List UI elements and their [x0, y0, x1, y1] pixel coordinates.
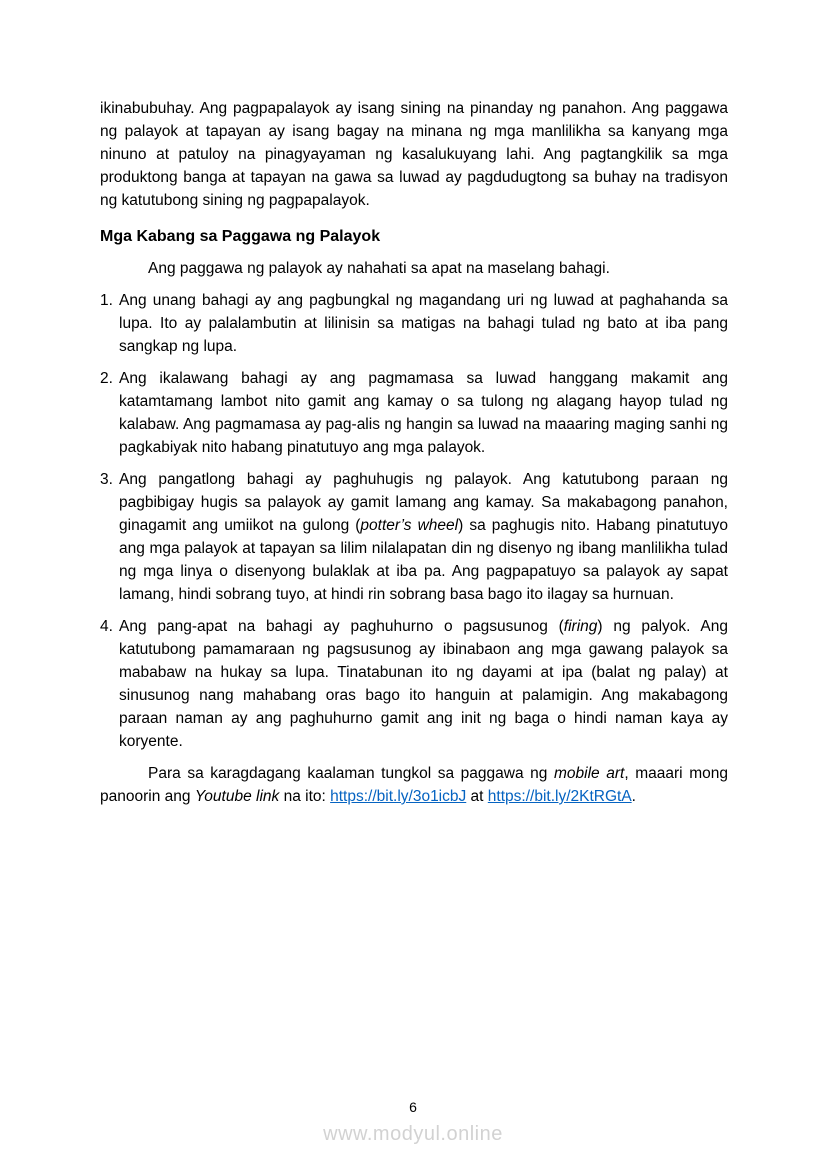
- step-text-4-after: ) ng palyok. Ang katutubong pamamaraan ng pagsusunog ay ibinabaon ang mga gawang palayok sa mababaw na hukay sa lupa. Tinatabunan ito ng dayami at ipa (balat ng palay) at sinusunog nang mahabang oras bago ito hanguin at palamigin. Ang makabagong paraan naman ay ang paghuhurno gamit ang init ng baga o hindi naman kaya ay koryente.: [119, 618, 728, 750]
- step-number-2: 2.: [100, 370, 113, 387]
- step-number-4: 4.: [100, 618, 113, 635]
- step-text-3-after: ) sa paghugis nito. Habang pinatutuyo ang mga palayok at tapayan sa lilim nilalapatan din ng disenyo ng ibang manlilikha tulad ng mga linya o disenyong bulaklak at iba pa. Ang pagpapatuyo sa palayok ay sapat lamang, hindi sobrang tuyo, at hindi rin sobrang basa bago ito ilagay sa hurnuan.: [119, 517, 728, 603]
- closing-part4: at: [466, 788, 488, 805]
- closing-part2: , maaari mong panoorin ang: [100, 765, 728, 805]
- step-text-3-italic: potter’s wheel: [360, 517, 459, 534]
- link-bitly-2[interactable]: https://bit.ly/2KtRGtA: [487, 788, 632, 805]
- closing-part1: Para sa karagdagang kaalaman tungkol sa paggawa ng: [148, 765, 555, 782]
- step-text-4-before: Ang pang-apat na bahagi ay paghuhurno o pagsusunog (: [119, 618, 564, 635]
- intro-paragraph: ikinabubuhay. Ang pagpapalayok ay isang sining na pinanday ng panahon. Ang paggawa ng palayok at tapayan ay isang bagay na minana ng mga manlilikha sa kanyang mga ninuno at patuloy na pinagyayaman ng kasalukuyang lahi. Ang pagtangkilik sa mga produktong banga at tapayan na gawa sa luwad ay pagdudugtong sa buhay na tradisyon ng katutubong sining ng pagpapalayok.: [100, 100, 728, 209]
- step-number-1: 1.: [100, 292, 113, 309]
- section-heading: Mga Kabang sa Paggawa ng Palayok: [100, 228, 381, 245]
- step-text-1: Ang unang bahagi ay ang pagbungkal ng magandang uri ng luwad at paghahanda sa lupa. Ito ay palalambutin at lilinisin sa matigas na bahagi tulad ng bato at iba pang sangkap ng lupa.: [119, 292, 728, 355]
- closing-italic-youtube-link: Youtube link: [194, 788, 280, 805]
- document-body: [100, 97, 728, 817]
- step-item-4: [100, 615, 728, 753]
- section-intro-paragraph: Ang paggawa ng palayok ay nahahati sa apat na maselang bahagi.: [148, 260, 610, 277]
- step-item-3: [100, 468, 728, 606]
- closing-part3: na ito:: [279, 788, 331, 805]
- step-number-3: 3.: [100, 471, 113, 488]
- link-bitly-1[interactable]: https://bit.ly/3o1icbJ: [330, 788, 467, 805]
- closing-paragraph: [100, 762, 728, 808]
- closing-part5: .: [631, 788, 636, 805]
- step-text-2: Ang ikalawang bahagi ay ang pagmamasa sa luwad hanggang makamit ang katamtamang lambot nito gamit ang kamay o sa tulong ng alagang hayop tulad ng kalabaw. Ang pagmamasa ay pag-alis ng hangin sa luwad na maaaring maging sanhi ng pagkabiyak nito habang pinatutuyo ang mga palayok.: [119, 370, 728, 456]
- step-text-4-italic: firing: [563, 618, 598, 635]
- closing-italic-mobile-art: mobile art: [554, 765, 625, 782]
- watermark-text: www.modyul.online: [323, 1123, 503, 1145]
- page-number: 6: [409, 1099, 417, 1115]
- step-item-2: [100, 367, 728, 459]
- step-text-3: [119, 471, 728, 603]
- step-text-3-before: Ang pangatlong bahagi ay paghuhugis ng palayok. Ang katutubong paraan ng pagbibigay hugis sa palayok ay gamit lamang ang kamay. Sa makabagong panahon, ginagamit ang umiikot na gulong (: [119, 471, 728, 534]
- step-item-1: [100, 289, 728, 358]
- step-text-4: [119, 618, 728, 750]
